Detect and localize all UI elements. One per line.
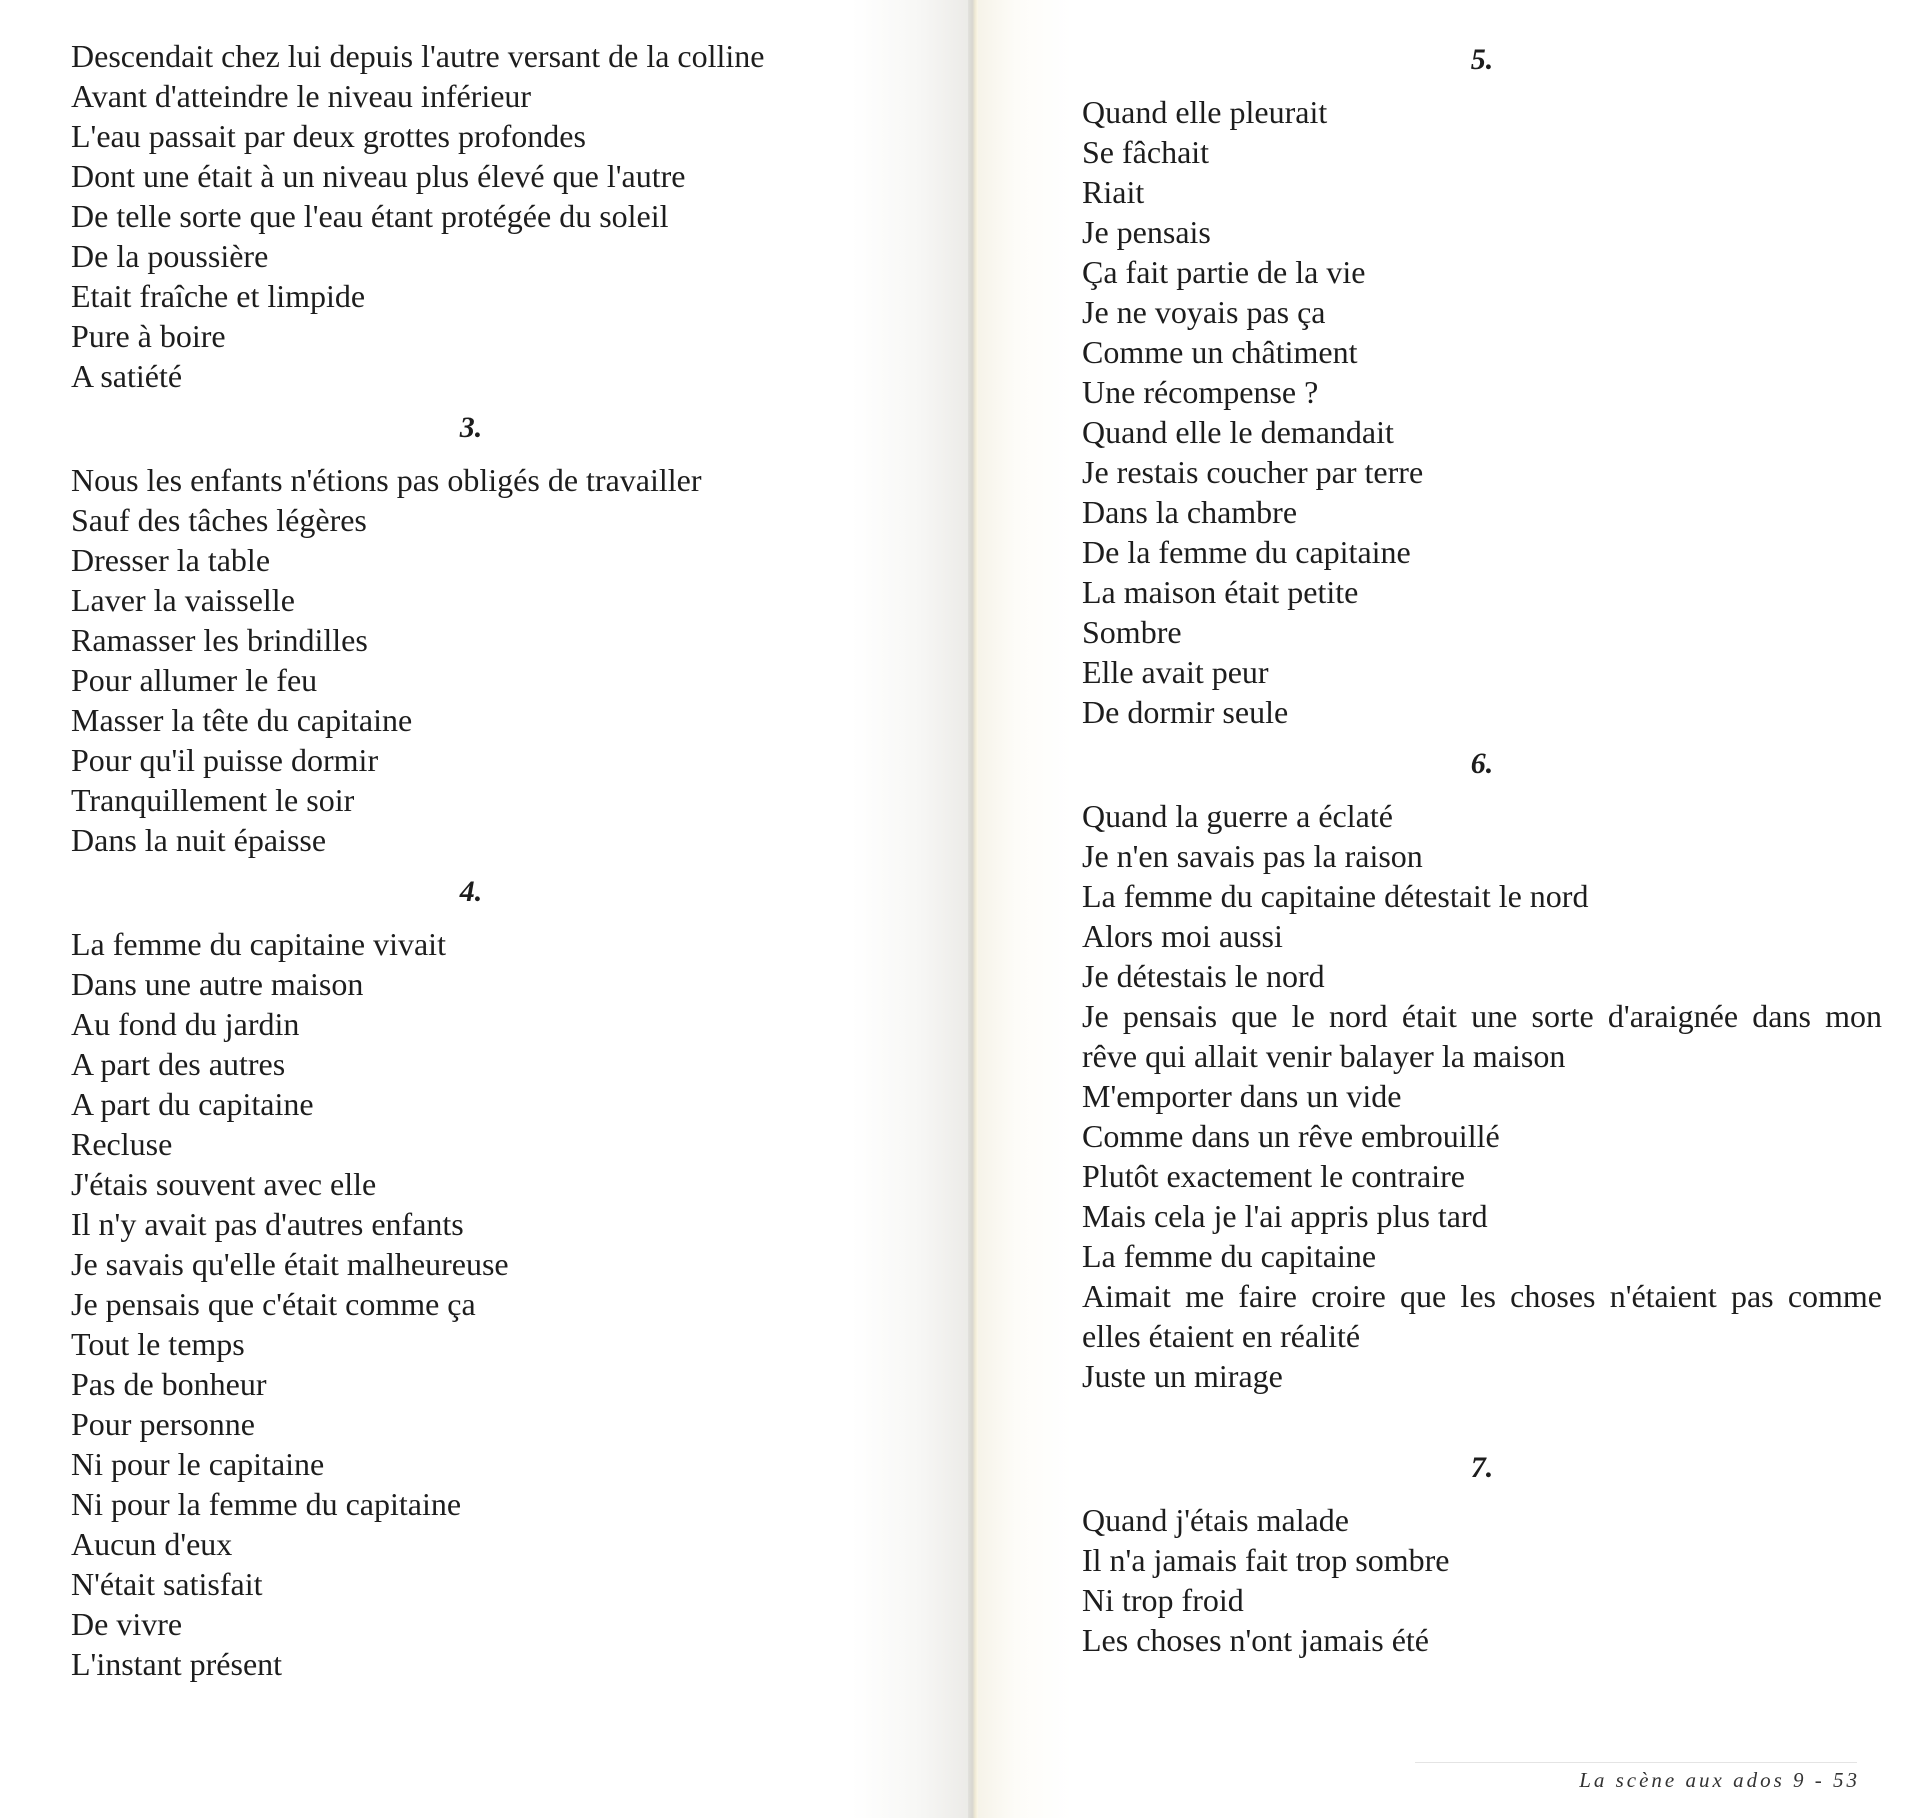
verse-line: Je détestais le nord — [1082, 958, 1325, 994]
verse-line: Elle avait peur — [1082, 654, 1269, 690]
verse-line: Dans une autre maison — [71, 966, 364, 1002]
verse-line: N'était satisfait — [71, 1566, 263, 1602]
verse-line: Pour allumer le feu — [71, 662, 318, 698]
verse-line: Pour qu'il puisse dormir — [71, 742, 379, 778]
verse-line: Ça fait partie de la vie — [1082, 254, 1366, 290]
verse-line: Quand j'étais malade — [1082, 1502, 1349, 1538]
verse-line: Mais cela je l'ai appris plus tard — [1082, 1198, 1488, 1234]
verse-line: Alors moi aussi — [1082, 918, 1283, 954]
section-number-4: 4. — [459, 875, 483, 908]
section-4-stanza — [71, 924, 871, 1684]
footer-rule — [1415, 1762, 1857, 1763]
right-text-column — [1082, 40, 1882, 1660]
verse-line: De vivre — [71, 1606, 183, 1642]
verse-line: Sauf des tâches légères — [71, 502, 367, 538]
section-number-6: 6. — [1470, 747, 1494, 780]
left-text-column — [71, 36, 871, 1684]
verse-line: Ni pour le capitaine — [71, 1446, 325, 1482]
verse-line: De dormir seule — [1082, 694, 1289, 730]
verse-line: Je n'en savais pas la raison — [1082, 838, 1423, 874]
verse-line: Comme dans un rêve embrouillé — [1082, 1118, 1500, 1154]
verse-line: Descendait chez lui depuis l'autre versant de la colline — [71, 38, 765, 74]
verse-line: De la femme du capitaine — [1082, 534, 1411, 570]
page-footer: La scène aux ados 9 - 53 — [1579, 1768, 1860, 1792]
verse-line: Juste un mirage — [1082, 1358, 1283, 1394]
verse-line: Avant d'atteindre le niveau inférieur — [71, 78, 532, 114]
section-number-7: 7. — [1470, 1451, 1494, 1484]
verse-line: La femme du capitaine — [1082, 1238, 1377, 1274]
verse-line: Aucun d'eux — [71, 1526, 233, 1562]
verse-line: Ni pour la femme du capitaine — [71, 1486, 462, 1522]
section-spacer — [1082, 1396, 1882, 1436]
verse-line: La maison était petite — [1082, 574, 1359, 610]
verse-line: Quand elle le demandait — [1082, 414, 1394, 450]
verse-paragraph: Aimait me faire croire que les choses n'étaient pas comme elles étaient en réalité — [1082, 1278, 1882, 1354]
verse-line: J'étais souvent avec elle — [71, 1166, 377, 1202]
verse-line: Dans la chambre — [1082, 494, 1298, 530]
section-3-stanza — [71, 460, 871, 860]
verse-line: Je ne voyais pas ça — [1082, 294, 1326, 330]
verse-line: A part des autres — [71, 1046, 286, 1082]
verse-line: Je savais qu'elle était malheureuse — [71, 1246, 509, 1282]
verse-line: De la poussière — [71, 238, 269, 274]
verse-line: Masser la tête du capitaine — [71, 702, 413, 738]
verse-line: Les choses n'ont jamais été — [1082, 1622, 1429, 1658]
verse-line: Je pensais que c'était comme ça — [71, 1286, 476, 1322]
verse-line: L'eau passait par deux grottes profondes — [71, 118, 586, 154]
section-5-stanza — [1082, 92, 1882, 732]
intro-stanza — [71, 36, 871, 396]
verse-line: Dont une était à un niveau plus élevé que l'autre — [71, 158, 686, 194]
verse-line: Dresser la table — [71, 542, 271, 578]
verse-line: Ni trop froid — [1082, 1582, 1244, 1618]
verse-line: Il n'y avait pas d'autres enfants — [71, 1206, 464, 1242]
verse-line: Je restais coucher par terre — [1082, 454, 1424, 490]
verse-line: Pour personne — [71, 1406, 255, 1442]
verse-line: A satiété — [71, 358, 183, 394]
verse-line: Quand elle pleurait — [1082, 94, 1328, 130]
verse-line: Je pensais — [1082, 214, 1211, 250]
section-6-stanza — [1082, 796, 1882, 1396]
verse-line: Recluse — [71, 1126, 173, 1162]
verse-line: Se fâchait — [1082, 134, 1210, 170]
verse-line: Riait — [1082, 174, 1145, 210]
verse-line: Laver la vaisselle — [71, 582, 295, 618]
verse-paragraph: Je pensais que le nord était une sorte d'araignée dans mon rêve qui allait venir balayer la maison — [1082, 998, 1882, 1074]
verse-line: Ramasser les brindilles — [71, 622, 368, 658]
verse-line: Nous les enfants n'étions pas obligés de travailler — [71, 462, 702, 498]
verse-line: Pure à boire — [71, 318, 226, 354]
verse-line: Il n'a jamais fait trop sombre — [1082, 1542, 1450, 1578]
verse-line: Au fond du jardin — [71, 1006, 300, 1042]
verse-line: M'emporter dans un vide — [1082, 1078, 1402, 1114]
section-7-stanza — [1082, 1500, 1882, 1660]
section-number-3: 3. — [459, 411, 483, 444]
book-gutter — [968, 0, 978, 1818]
verse-line: Tranquillement le soir — [71, 782, 355, 818]
verse-line: La femme du capitaine détestait le nord — [1082, 878, 1589, 914]
verse-line: Etait fraîche et limpide — [71, 278, 366, 314]
verse-line: De telle sorte que l'eau étant protégée du soleil — [71, 198, 669, 234]
verse-line: Dans la nuit épaisse — [71, 822, 327, 858]
verse-line: Tout le temps — [71, 1326, 245, 1362]
verse-line: Comme un châtiment — [1082, 334, 1358, 370]
verse-line: Pas de bonheur — [71, 1366, 267, 1402]
verse-line: Sombre — [1082, 614, 1182, 650]
section-number-5: 5. — [1470, 43, 1494, 76]
verse-line: Plutôt exactement le contraire — [1082, 1158, 1465, 1194]
verse-line: A part du capitaine — [71, 1086, 314, 1122]
verse-line: Une récompense ? — [1082, 374, 1319, 410]
verse-line: Quand la guerre a éclaté — [1082, 798, 1393, 834]
verse-line: L'instant présent — [71, 1646, 283, 1682]
verse-line: La femme du capitaine vivait — [71, 926, 446, 962]
